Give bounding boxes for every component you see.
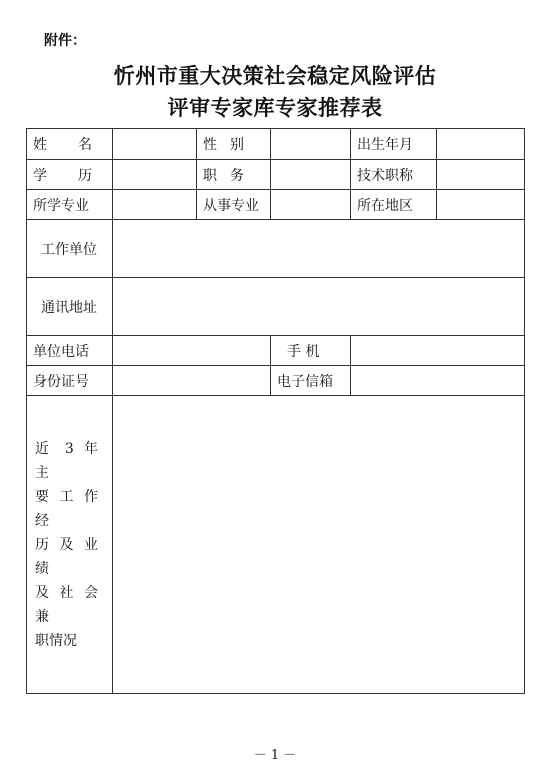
row-address [27, 278, 525, 336]
birth-field[interactable] [437, 129, 525, 160]
document-title-line2: 评审专家库专家推荐表 [167, 96, 383, 120]
field-label: 从事专业 [197, 190, 271, 220]
major-field[interactable] [113, 190, 197, 220]
row-phone [27, 336, 525, 366]
experience-label-line: 历 及 业 绩 [35, 536, 98, 577]
experience-label-line: 要 工 作 经 [35, 488, 98, 529]
field-field[interactable] [271, 190, 351, 220]
gender-label: 性 别 [197, 129, 271, 160]
experience-label-line: 职情况 [35, 632, 77, 649]
attachment-label: 附件： [44, 33, 86, 49]
mobile-label: 手 机 [271, 336, 351, 366]
row-basic-2 [27, 160, 525, 190]
education-label: 学 历 [27, 160, 113, 190]
id-number-field[interactable] [113, 366, 271, 396]
tech-title-field[interactable] [437, 160, 525, 190]
address-field[interactable] [113, 278, 525, 336]
work-phone-field[interactable] [113, 336, 271, 366]
gender-field[interactable] [271, 129, 351, 160]
mobile-field[interactable] [351, 336, 525, 366]
recommendation-form [26, 128, 524, 694]
page-number: － 1 － [253, 748, 297, 763]
row-id [27, 366, 525, 396]
workplace-label: 工作单位 [27, 220, 113, 278]
education-field[interactable] [113, 160, 197, 190]
birth-label: 出生年月 [351, 129, 437, 160]
experience-label-line: 近 3 年 主 [35, 440, 98, 481]
workplace-field[interactable] [113, 220, 525, 278]
experience-label [27, 396, 113, 694]
id-number-label: 身份证号 [27, 366, 113, 396]
form-table [26, 128, 525, 694]
row-basic-3 [27, 190, 525, 220]
region-field[interactable] [437, 190, 525, 220]
row-workplace [27, 220, 525, 278]
row-experience [27, 396, 525, 694]
document-title-line1: 忻州市重大决策社会稳定风险评估 [113, 64, 437, 88]
name-label: 姓 名 [27, 129, 113, 160]
experience-field[interactable] [113, 396, 525, 694]
major-label: 所学专业 [27, 190, 113, 220]
address-label: 通讯地址 [27, 278, 113, 336]
experience-label-line: 及 社 会 兼 [35, 584, 98, 625]
position-label: 职 务 [197, 160, 271, 190]
email-field[interactable] [351, 366, 525, 396]
position-field[interactable] [271, 160, 351, 190]
row-basic-1 [27, 129, 525, 160]
tech-title-label: 技术职称 [351, 160, 437, 190]
work-phone-label: 单位电话 [27, 336, 113, 366]
name-field[interactable] [113, 129, 197, 160]
region-label: 所在地区 [351, 190, 437, 220]
email-label: 电子信箱 [271, 366, 351, 396]
